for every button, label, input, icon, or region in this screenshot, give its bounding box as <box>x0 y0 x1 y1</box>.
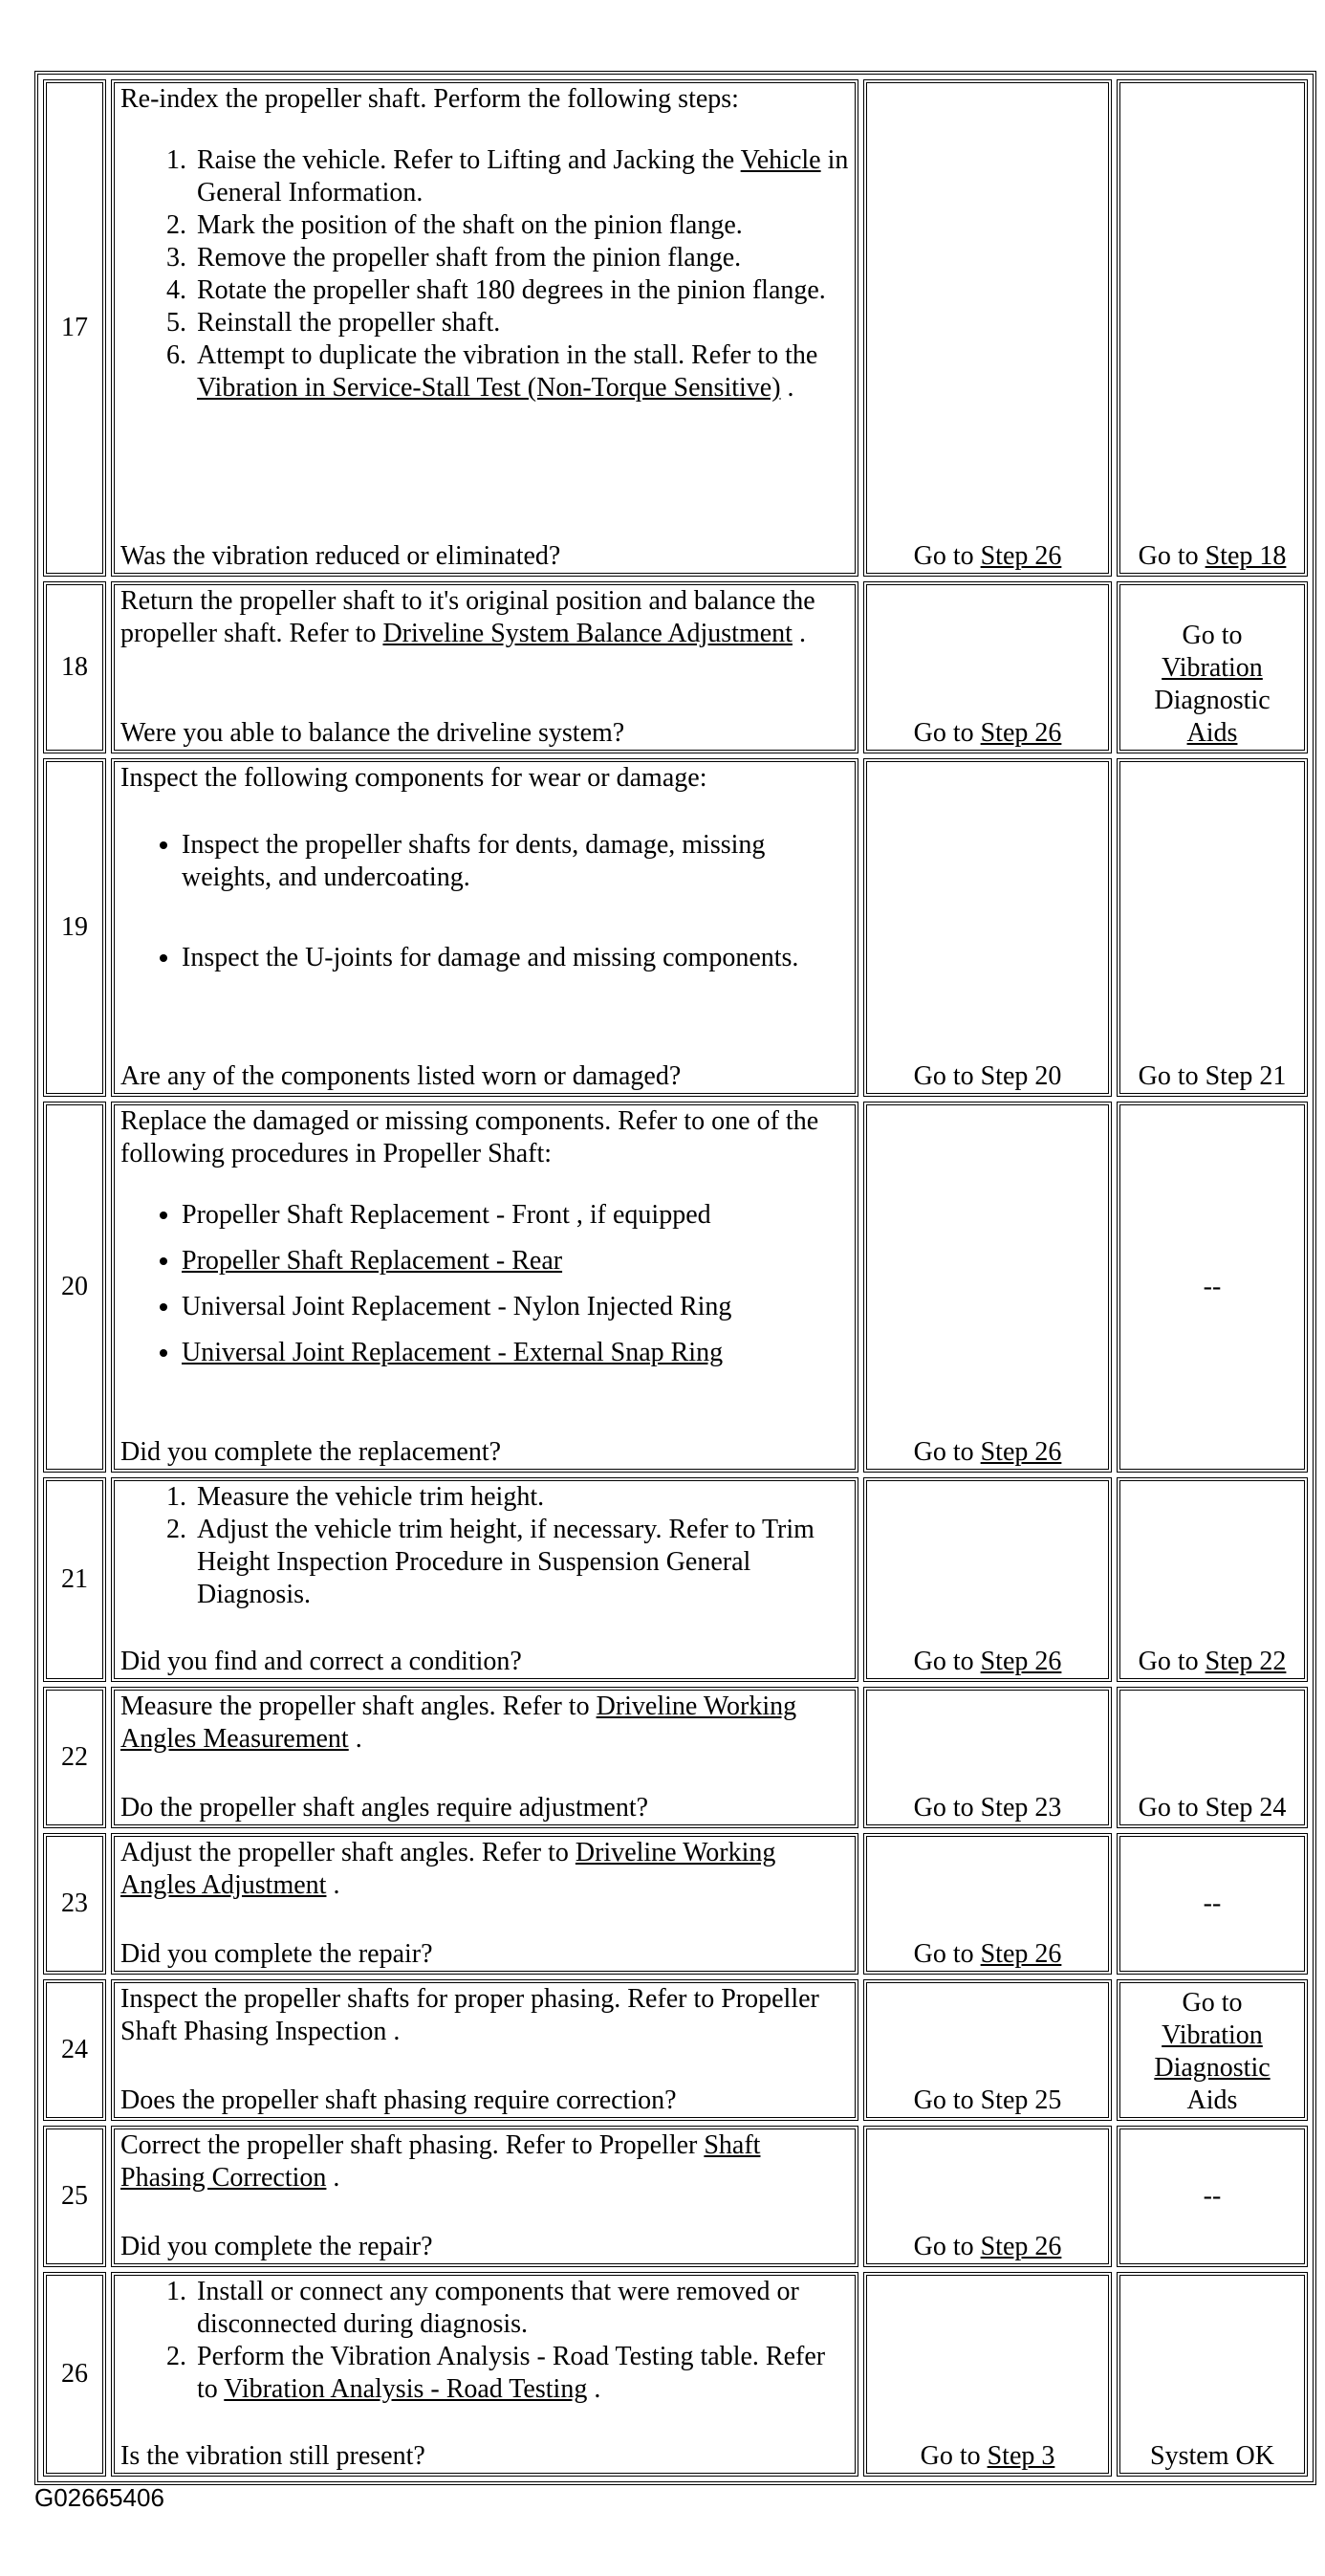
step-intro: Measure the propeller shaft angles. Refer to Driveline Working Angles Measurement . <box>120 1692 797 1754</box>
yes-result: Go to Step 23 <box>863 1687 1112 1828</box>
step-action <box>111 2272 858 2477</box>
step-number: 24 <box>43 1979 106 2121</box>
stall-test-link[interactable]: Vibration in Service-Stall Test (Non-Torque Sensitive) <box>197 373 781 403</box>
goto-step-link[interactable]: Step 26 <box>980 1437 1062 1467</box>
angles-measurement-link[interactable]: Driveline Working Angles Measurement <box>120 1692 797 1754</box>
no-result: Go to Step 18 <box>1117 79 1308 577</box>
procedure-list <box>120 144 849 404</box>
table-row <box>43 1477 1308 1682</box>
step-number: 20 <box>43 1102 106 1473</box>
yes-result: Go to Step 3 <box>863 2272 1112 2477</box>
procedure-list <box>120 1199 849 1383</box>
step-action <box>111 1477 858 1682</box>
yes-result: Go to Step 25 <box>863 1979 1112 2121</box>
procedure-list <box>120 1481 849 1611</box>
step-intro: Inspect the following components for wear or damage: <box>120 763 707 793</box>
procedure-list <box>120 2276 849 2406</box>
goto-step-link[interactable]: Step 26 <box>980 1647 1062 1676</box>
vibration-aids-link[interactable]: Diagnostic <box>1154 2053 1271 2083</box>
step-question: Is the vibration still present? <box>120 2441 425 2471</box>
step-question: Do the propeller shaft angles require adjustment? <box>120 1793 649 1823</box>
step-question: Did you complete the replacement? <box>120 1437 502 1467</box>
yes-result: Go to Step 26 <box>863 1477 1112 1682</box>
vehicle-link[interactable]: Vehicle <box>740 145 821 175</box>
step-number: 17 <box>43 79 106 577</box>
no-result: Go to Vibration Diagnostic Aids <box>1117 1979 1308 2121</box>
table-row <box>43 2272 1308 2477</box>
step-number: 19 <box>43 758 106 1097</box>
yes-result: Go to Step 26 <box>863 2126 1112 2267</box>
step-action <box>111 2126 858 2267</box>
step-number: 21 <box>43 1477 106 1682</box>
list-item: 2. Perform the Vibration Analysis - Road Testing table. Refer to Vibration Analysis - Road Testing . <box>193 2341 849 2406</box>
list-item: • Inspect the U-joints for damage and missing components. <box>182 942 849 974</box>
table-row <box>43 1979 1308 2121</box>
step-intro: Correct the propeller shaft phasing. Refer to Propeller Shaft Phasing Correction . <box>120 2130 761 2193</box>
table-row <box>43 2126 1308 2267</box>
list-item: 1. Raise the vehicle. Refer to Lifting and Jacking the Vehicle in General Information. <box>193 144 849 209</box>
step-intro: Return the propeller shaft to it's original position and balance the propeller shaft. Refer to Driveline System Balance Adjustment . <box>120 586 815 648</box>
table-row <box>43 1687 1308 1828</box>
vibration-aids-link[interactable]: Vibration <box>1162 653 1263 683</box>
list-item <box>182 1337 849 1369</box>
list-item: • Universal Joint Replacement - Nylon Injected Ring <box>182 1291 849 1323</box>
list-item: • Propeller Shaft Replacement - Front , if equipped <box>182 1199 849 1232</box>
step-number: 22 <box>43 1687 106 1828</box>
step-question: Does the propeller shaft phasing require correction? <box>120 2085 677 2115</box>
goto-step-link[interactable]: Step 18 <box>1205 541 1287 571</box>
list-item: 3. Remove the propeller shaft from the pinion flange. <box>193 242 849 274</box>
no-result: Go to Vibration Diagnostic Aids <box>1117 581 1308 753</box>
no-result: Go to Step 24 <box>1117 1687 1308 1828</box>
table-row <box>43 1833 1308 1975</box>
road-testing-link[interactable]: Vibration Analysis - Road Testing <box>224 2374 588 2404</box>
figure-id: G02665406 <box>34 2483 164 2512</box>
yes-result: Go to Step 26 <box>863 1102 1112 1473</box>
diagnostic-steps-table <box>34 71 1316 2485</box>
yes-result: Go to Step 26 <box>863 1833 1112 1975</box>
goto-step-link[interactable]: Step 26 <box>980 541 1062 571</box>
no-result: -- <box>1117 1833 1308 1975</box>
step-action <box>111 79 858 577</box>
table-row <box>43 758 1308 1097</box>
vibration-aids-link[interactable]: Vibration <box>1162 2020 1263 2050</box>
step-action <box>111 758 858 1097</box>
goto-step-link[interactable]: Step 26 <box>980 1939 1062 1969</box>
step-question: Did you find and correct a condition? <box>120 1647 522 1676</box>
procedure-link[interactable]: Propeller Shaft Replacement - Rear <box>182 1246 563 1276</box>
step-intro: Inspect the propeller shafts for proper phasing. Refer to Propeller Shaft Phasing Inspection . <box>120 1984 819 2046</box>
step-number: 25 <box>43 2126 106 2267</box>
list-item: 6. Attempt to duplicate the vibration in the stall. Refer to the Vibration in Service-Stall Test (Non-Torque Sensitive) . <box>193 339 849 404</box>
goto-step-link[interactable]: Step 26 <box>980 718 1062 748</box>
list-item: 1. Measure the vehicle trim height. <box>193 1481 849 1514</box>
balance-adjustment-link[interactable]: Driveline System Balance Adjustment <box>382 619 793 648</box>
step-number: 18 <box>43 581 106 753</box>
step-question: Did you complete the repair? <box>120 1939 433 1969</box>
list-item: • Inspect the propeller shafts for dents, damage, missing weights, and undercoating. <box>182 829 849 894</box>
procedure-link[interactable]: Universal Joint Replacement - External Snap Ring <box>182 1338 724 1367</box>
list-item: 4. Rotate the propeller shaft 180 degrees in the pinion flange. <box>193 274 849 307</box>
angles-adjustment-link[interactable]: Driveline Working Angles Adjustment <box>120 1838 776 1900</box>
yes-result: Go to Step 26 <box>863 79 1112 577</box>
yes-result: Go to Step 20 <box>863 758 1112 1097</box>
goto-step-link[interactable]: Step 3 <box>987 2441 1055 2471</box>
list-item: 2. Adjust the vehicle trim height, if necessary. Refer to Trim Height Inspection Procedure in Suspension General Diagnosis. <box>193 1514 849 1611</box>
no-result: Go to Step 22 <box>1117 1477 1308 1682</box>
list-item: 1. Install or connect any components that were removed or disconnected during diagnosis. <box>193 2276 849 2341</box>
yes-result: Go to Step 26 <box>863 581 1112 753</box>
step-intro: Adjust the propeller shaft angles. Refer to Driveline Working Angles Adjustment . <box>120 1838 776 1900</box>
inspection-list <box>120 829 849 974</box>
phasing-correction-link[interactable]: Shaft Phasing Correction <box>120 2130 761 2193</box>
step-question: Was the vibration reduced or eliminated? <box>120 541 561 571</box>
step-number: 23 <box>43 1833 106 1975</box>
step-question: Did you complete the repair? <box>120 2232 433 2261</box>
table-row <box>43 581 1308 753</box>
step-question: Are any of the components listed worn or damaged? <box>120 1061 682 1091</box>
step-number: 26 <box>43 2272 106 2477</box>
list-item <box>182 1245 849 1277</box>
list-item: 2. Mark the position of the shaft on the pinion flange. <box>193 209 849 242</box>
no-result: System OK <box>1117 2272 1308 2477</box>
step-intro: Replace the damaged or missing components. Refer to one of the following procedures in Propeller Shaft: <box>120 1106 819 1168</box>
step-action <box>111 1979 858 2121</box>
table-row <box>43 79 1308 577</box>
no-result: Go to Step 21 <box>1117 758 1308 1097</box>
list-item: 5. Reinstall the propeller shaft. <box>193 307 849 339</box>
step-action <box>111 1687 858 1828</box>
vibration-aids-link[interactable]: Aids <box>1186 718 1238 748</box>
step-action <box>111 1833 858 1975</box>
step-action <box>111 1102 858 1473</box>
goto-step-link[interactable]: Step 22 <box>1205 1647 1287 1676</box>
table-row <box>43 1102 1308 1473</box>
no-result: -- <box>1117 2126 1308 2267</box>
step-intro: Re-index the propeller shaft. Perform the following steps: <box>120 84 739 114</box>
goto-step-link[interactable]: Step 26 <box>980 2232 1062 2261</box>
no-result: -- <box>1117 1102 1308 1473</box>
step-question: Were you able to balance the driveline system? <box>120 718 625 748</box>
step-action <box>111 581 858 753</box>
